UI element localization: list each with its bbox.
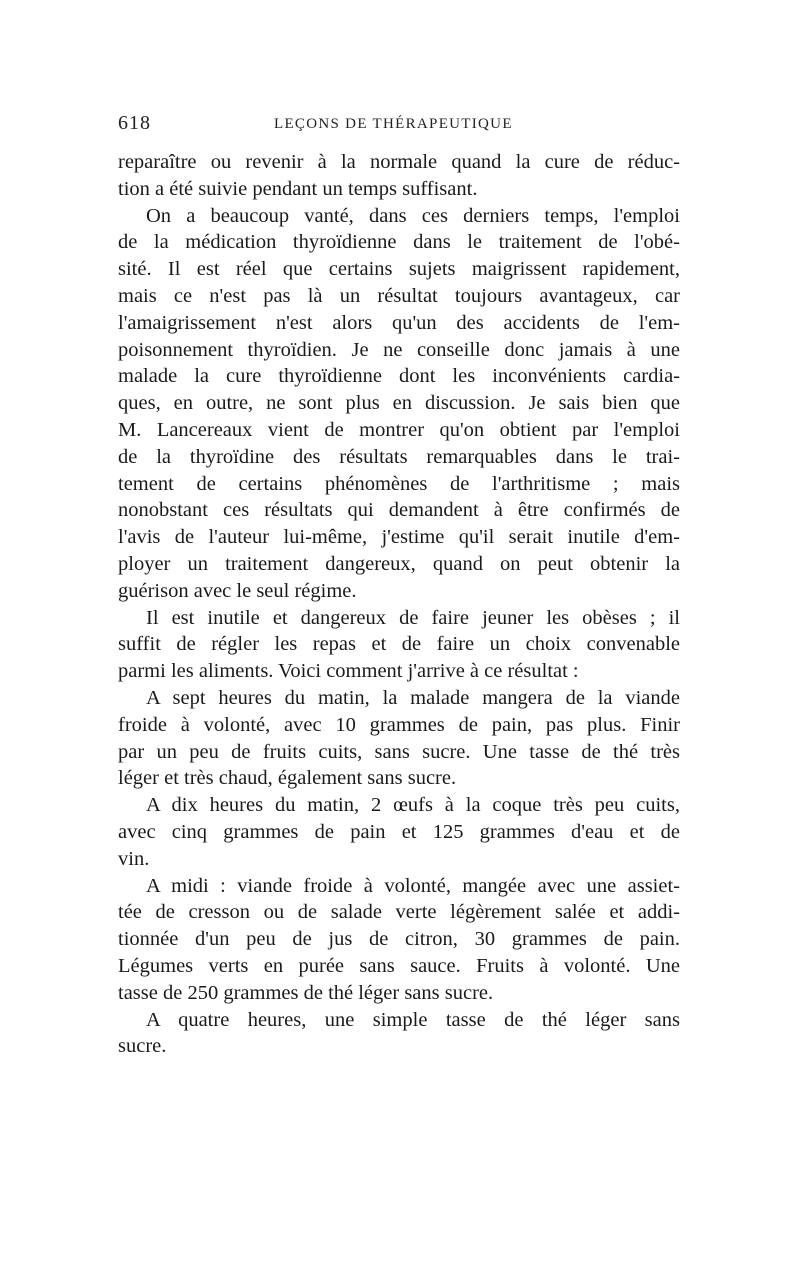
text-line: ques, en outre, ne sont plus en discussion. Je sais bien que — [118, 392, 680, 415]
text-line: léger et très chaud, également sans sucre. — [118, 767, 457, 790]
text-line: A sept heures du matin, la malade mangera de la viande — [146, 686, 680, 709]
text-line: tionnée d'un peu de jus de citron, 30 grammes de pain. — [118, 928, 680, 951]
text-line: tement de certains phénomènes de l'arthritisme ; mais — [118, 472, 680, 495]
text-line: M. Lancereaux vient de montrer qu'on obtient par l'emploi — [118, 418, 680, 441]
text-line: tée de cresson ou de salade verte légèrement salée et addi- — [118, 901, 680, 924]
text-line: froide à volonté, avec 10 grammes de pain, pas plus. Finir — [118, 713, 680, 736]
text-line: suffit de régler les repas et de faire un choix convenable — [118, 633, 680, 656]
text-line: sité. Il est réel que certains sujets maigrissent rapidement, — [118, 258, 680, 281]
text-line: vin. — [118, 847, 150, 870]
text-line: de la médication thyroïdienne dans le traitement de l'obé- — [118, 231, 680, 254]
body-text — [118, 149, 680, 1060]
text-line: l'avis de l'auteur lui-même, j'estime qu'il serait inutile d'em- — [118, 526, 680, 549]
text-line: nonobstant ces résultats qui demandent à être confirmés de — [118, 499, 680, 522]
running-title: LEÇONS DE THÉRAPEUTIQUE — [274, 116, 513, 132]
text-line: tion a été suivie pendant un temps suffisant. — [118, 177, 478, 200]
text-line: de la thyroïdine des résultats remarquables dans le trai- — [118, 445, 680, 468]
text-line: l'amaigrissement n'est alors qu'un des accidents de l'em- — [118, 311, 680, 334]
text-line: poisonnement thyroïdien. Je ne conseille donc jamais à une — [118, 338, 680, 361]
text-line: par un peu de fruits cuits, sans sucre. Une tasse de thé très — [118, 740, 680, 763]
running-head — [118, 112, 680, 142]
text-line: sucre. — [118, 1035, 167, 1058]
text-line: On a beaucoup vanté, dans ces derniers temps, l'emploi — [146, 204, 680, 227]
page-number: 618 — [118, 112, 151, 134]
text-line: mais ce n'est pas là un résultat toujours avantageux, car — [118, 284, 680, 307]
text-line: A dix heures du matin, 2 œufs à la coque très peu cuits, — [146, 794, 680, 817]
text-line: malade la cure thyroïdienne dont les inconvénients cardia- — [118, 365, 680, 388]
text-line: Légumes verts en purée sans sauce. Fruits à volonté. Une — [118, 954, 680, 977]
text-line: A quatre heures, une simple tasse de thé léger sans — [146, 1008, 680, 1031]
text-line: reparaître ou revenir à la normale quand la cure de réduc- — [118, 151, 680, 173]
text-line: A midi : viande froide à volonté, mangée avec une assiet- — [146, 874, 680, 897]
text-line: Il est inutile et dangereux de faire jeuner les obèses ; il — [146, 606, 680, 629]
text-line: parmi les aliments. Voici comment j'arrive à ce résultat : — [118, 660, 579, 683]
text-line: tasse de 250 grammes de thé léger sans sucre. — [118, 981, 494, 1004]
text-line: guérison avec le seul régime. — [118, 579, 357, 602]
text-line: ployer un traitement dangereux, quand on peut obtenir la — [118, 552, 680, 575]
text-line: avec cinq grammes de pain et 125 grammes d'eau et de — [118, 820, 680, 843]
